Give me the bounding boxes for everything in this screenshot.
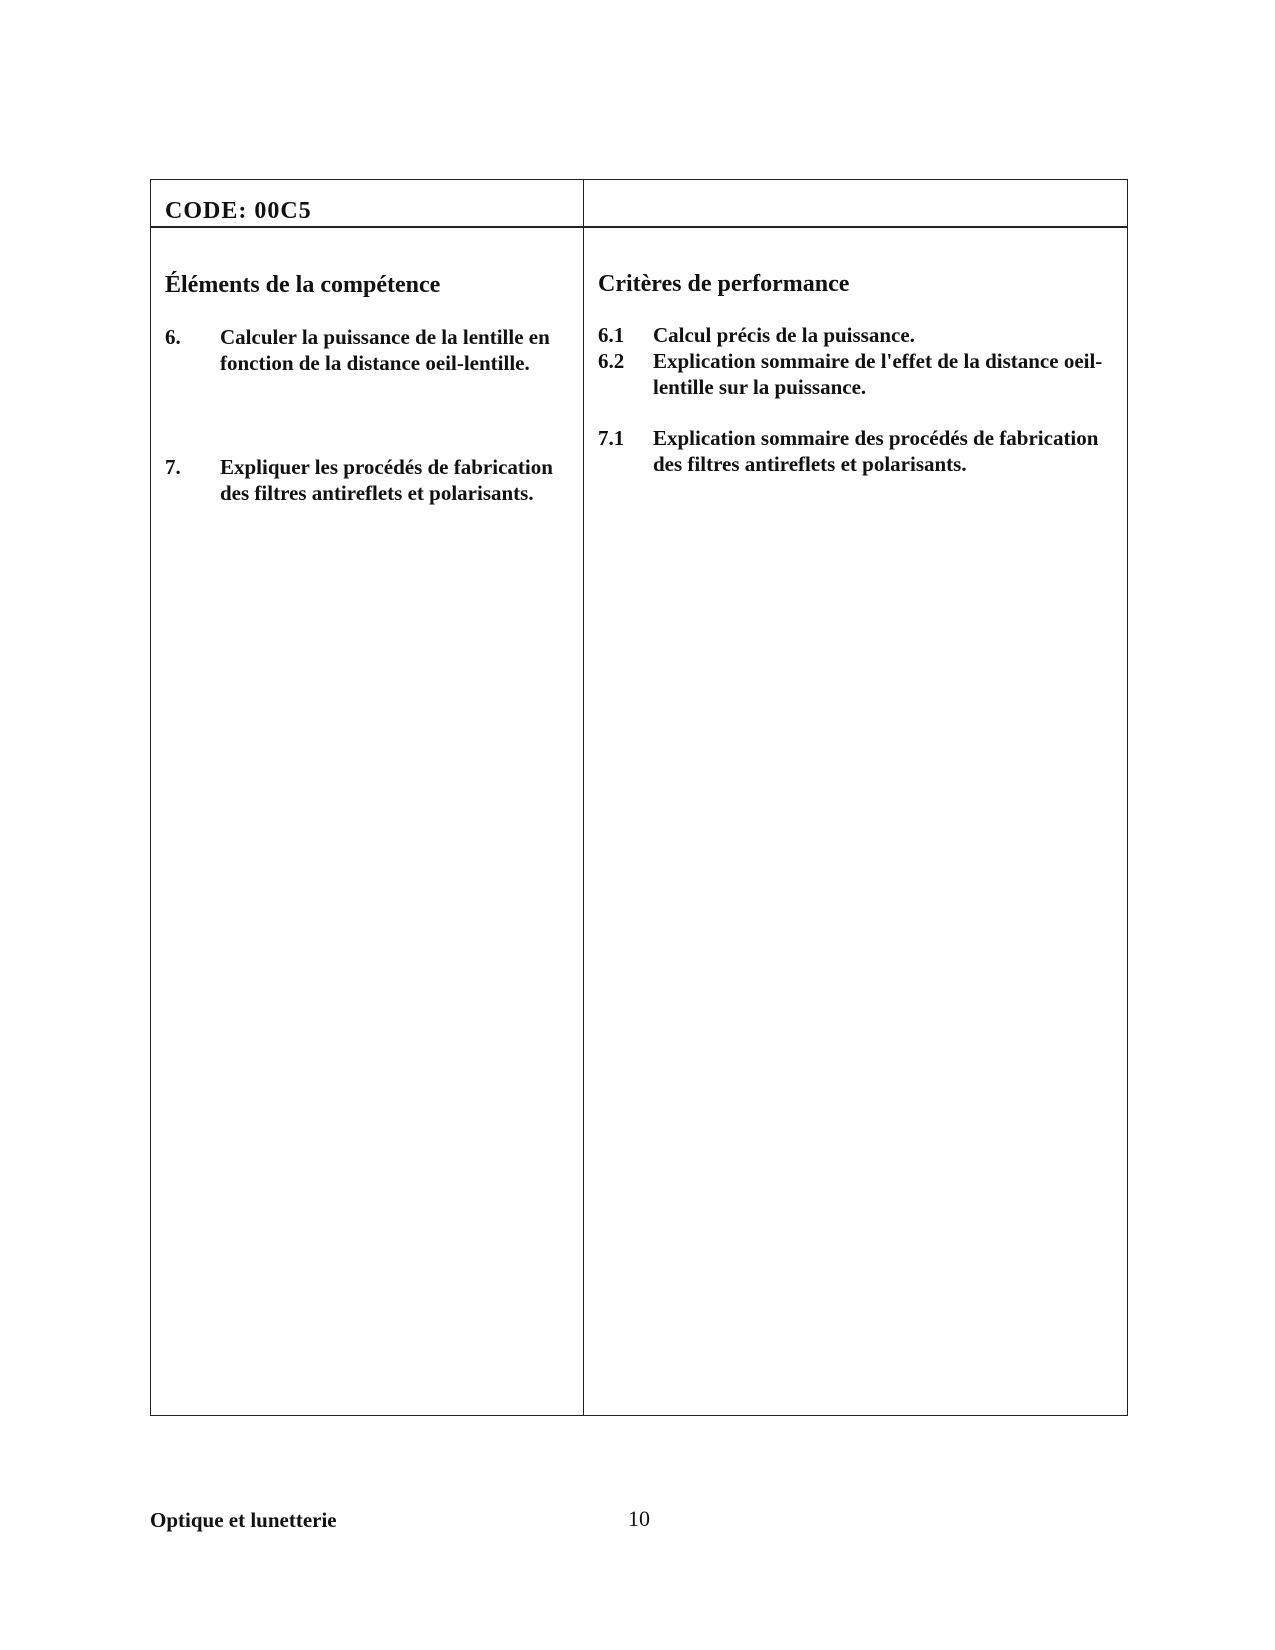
criterion-text: Calcul précis de la puissance. <box>653 323 915 347</box>
element-text: Expliquer les procédés de fabrication des filtres antireflets et polarisants. <box>220 455 553 505</box>
criterion-number: 6.1 <box>598 323 625 347</box>
page-number: 10 <box>628 1506 650 1531</box>
element-number: 7. <box>165 455 181 479</box>
element-item <box>165 324 565 376</box>
criterion-item <box>598 322 1118 348</box>
criterion-number: 6.2 <box>598 349 625 373</box>
code-label: CODE: 00C5 <box>165 198 312 224</box>
criterion-text: Explication sommaire de l'effet de la distance oeil-lentille sur la puissance. <box>653 349 1103 399</box>
header-rule <box>151 226 1127 228</box>
footer-program-name: Optique et lunetterie <box>150 1508 337 1532</box>
element-item <box>165 454 565 506</box>
column-divider <box>583 180 584 1415</box>
criterion-text: Explication sommaire des procédés de fabrication des filtres antireflets et polarisants. <box>653 426 1099 476</box>
element-text: Calculer la puissance de la lentille en fonction de la distance oeil-lentille. <box>220 325 550 375</box>
criterion-number: 7.1 <box>598 426 625 450</box>
element-number: 6. <box>165 325 181 349</box>
criterion-item <box>598 348 1118 400</box>
criteria-heading: Critères de performance <box>598 271 850 297</box>
competency-table <box>150 179 1128 1416</box>
criterion-item <box>598 425 1118 477</box>
elements-heading: Éléments de la compétence <box>165 272 441 298</box>
